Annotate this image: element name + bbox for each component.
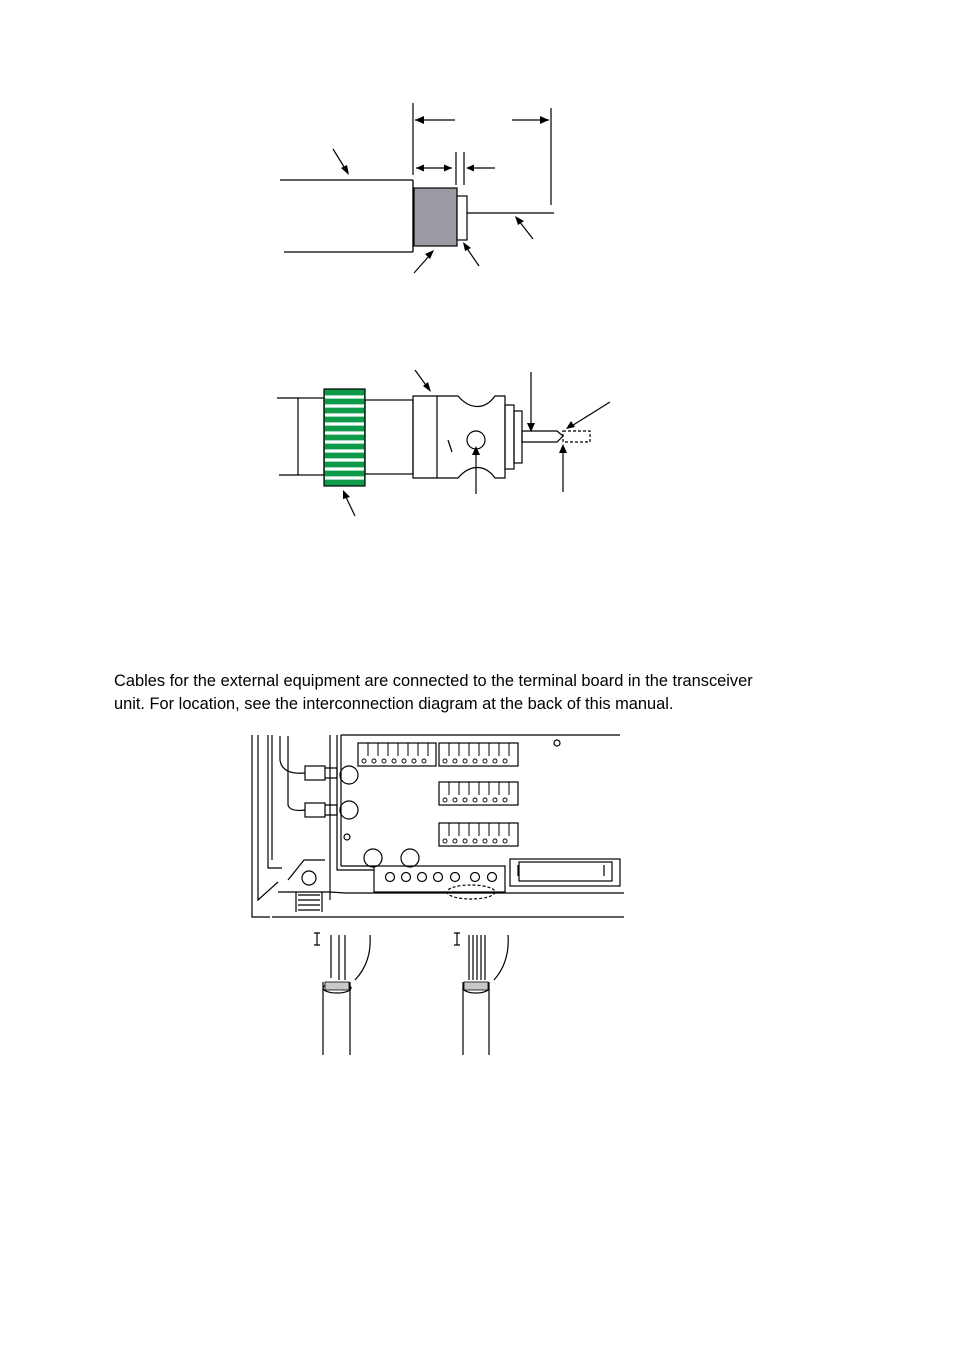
terminal-block-screws [362, 759, 507, 843]
terminal-board-figure [250, 730, 630, 1060]
cable-sheath [280, 180, 413, 252]
shield-length-dimension [416, 152, 495, 185]
body-paragraph [114, 670, 854, 716]
coax-connector-figure [270, 360, 620, 520]
cable-end [298, 398, 324, 475]
connector-ring [324, 389, 365, 486]
braided-shield [414, 188, 457, 246]
body-line-1: Cables for the external equipment are connected to the terminal board in the transceiver [114, 672, 753, 690]
coax-cable-stripping-figure [270, 95, 570, 285]
body-line-2: unit. For location, see the interconnection diagram at the back of this manual. [114, 695, 674, 713]
insulator [457, 196, 467, 240]
